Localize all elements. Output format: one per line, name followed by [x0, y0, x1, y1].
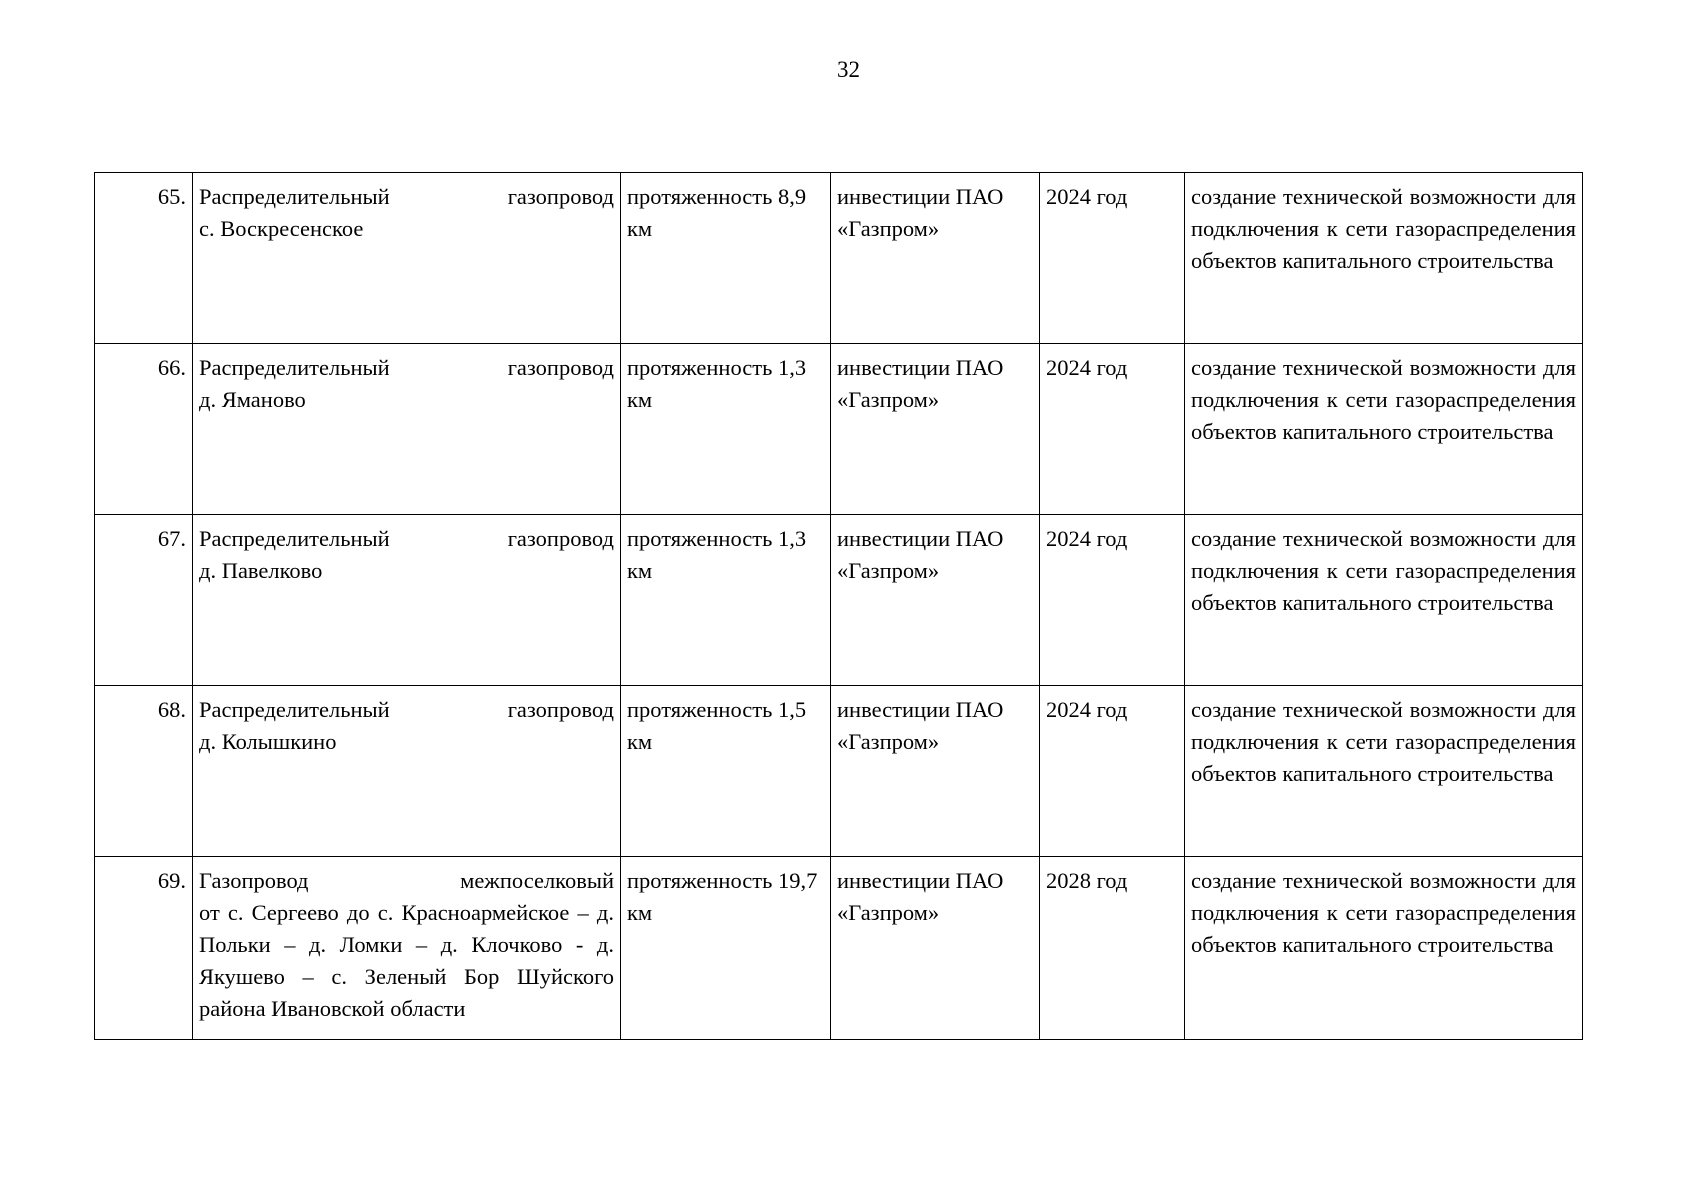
object-name-start: Газопровод — [199, 868, 309, 893]
purpose-cell: создание технической возможности для подключения к сети газораспределения объектов капитального строительства — [1185, 515, 1583, 686]
year-cell: 2028 год — [1040, 857, 1185, 1040]
object-name-start: Распределительный — [199, 697, 390, 722]
object-name-start: Распределительный — [199, 526, 390, 551]
table-row — [95, 344, 1583, 515]
object-name-cell — [193, 344, 621, 515]
funding-source-cell: инвестиции ПАО «Газпром» — [831, 344, 1040, 515]
funding-source-cell: инвестиции ПАО «Газпром» — [831, 173, 1040, 344]
table-row — [95, 173, 1583, 344]
table-row — [95, 857, 1583, 1040]
purpose-cell: создание технической возможности для подключения к сети газораспределения объектов капитального строительства — [1185, 344, 1583, 515]
row-number: 65. — [95, 173, 193, 344]
object-name-location: д. Яманово — [199, 387, 306, 412]
object-name-location: от с. Сергеево до с. Красноармейское – д. Польки – д. Ломки – д. Клочково - д. Якушево – с. Зеленый Бор Шуйского района Ивановской области — [199, 900, 614, 1021]
object-name-cell — [193, 173, 621, 344]
length-cell: протяженность 1,5 км — [621, 686, 831, 857]
row-number: 67. — [95, 515, 193, 686]
length-cell: протяженность 8,9 км — [621, 173, 831, 344]
length-cell: протяженность 1,3 км — [621, 344, 831, 515]
row-number: 66. — [95, 344, 193, 515]
object-name-type: газопровод — [507, 355, 614, 380]
objects-table — [94, 172, 1583, 1040]
length-cell: протяженность 19,7 км — [621, 857, 831, 1040]
object-name-cell — [193, 686, 621, 857]
object-name-cell — [193, 515, 621, 686]
purpose-cell: создание технической возможности для подключения к сети газораспределения объектов капитального строительства — [1185, 857, 1583, 1040]
year-cell: 2024 год — [1040, 344, 1185, 515]
year-cell: 2024 год — [1040, 515, 1185, 686]
object-name-start: Распределительный — [199, 184, 390, 209]
object-name-type: газопровод — [507, 526, 614, 551]
funding-source-cell: инвестиции ПАО «Газпром» — [831, 515, 1040, 686]
object-name-cell — [193, 857, 621, 1040]
object-name-type: газопровод — [507, 184, 614, 209]
row-number: 68. — [95, 686, 193, 857]
funding-source-cell: инвестиции ПАО «Газпром» — [831, 857, 1040, 1040]
object-name-location: с. Воскресенское — [199, 216, 364, 241]
object-name-location: д. Колышкино — [199, 729, 337, 754]
object-name-start: Распределительный — [199, 355, 390, 380]
row-number: 69. — [95, 857, 193, 1040]
object-name-type: газопровод — [507, 697, 614, 722]
page-number: 32 — [837, 57, 860, 82]
funding-source-cell: инвестиции ПАО «Газпром» — [831, 686, 1040, 857]
purpose-cell: создание технической возможности для подключения к сети газораспределения объектов капитального строительства — [1185, 686, 1583, 857]
object-name-type: межпоселковый — [460, 868, 614, 893]
year-cell: 2024 год — [1040, 173, 1185, 344]
year-cell: 2024 год — [1040, 686, 1185, 857]
length-cell: протяженность 1,3 км — [621, 515, 831, 686]
object-name-location: д. Павелково — [199, 558, 323, 583]
table-row — [95, 686, 1583, 857]
purpose-cell: создание технической возможности для подключения к сети газораспределения объектов капитального строительства — [1185, 173, 1583, 344]
table-row — [95, 515, 1583, 686]
